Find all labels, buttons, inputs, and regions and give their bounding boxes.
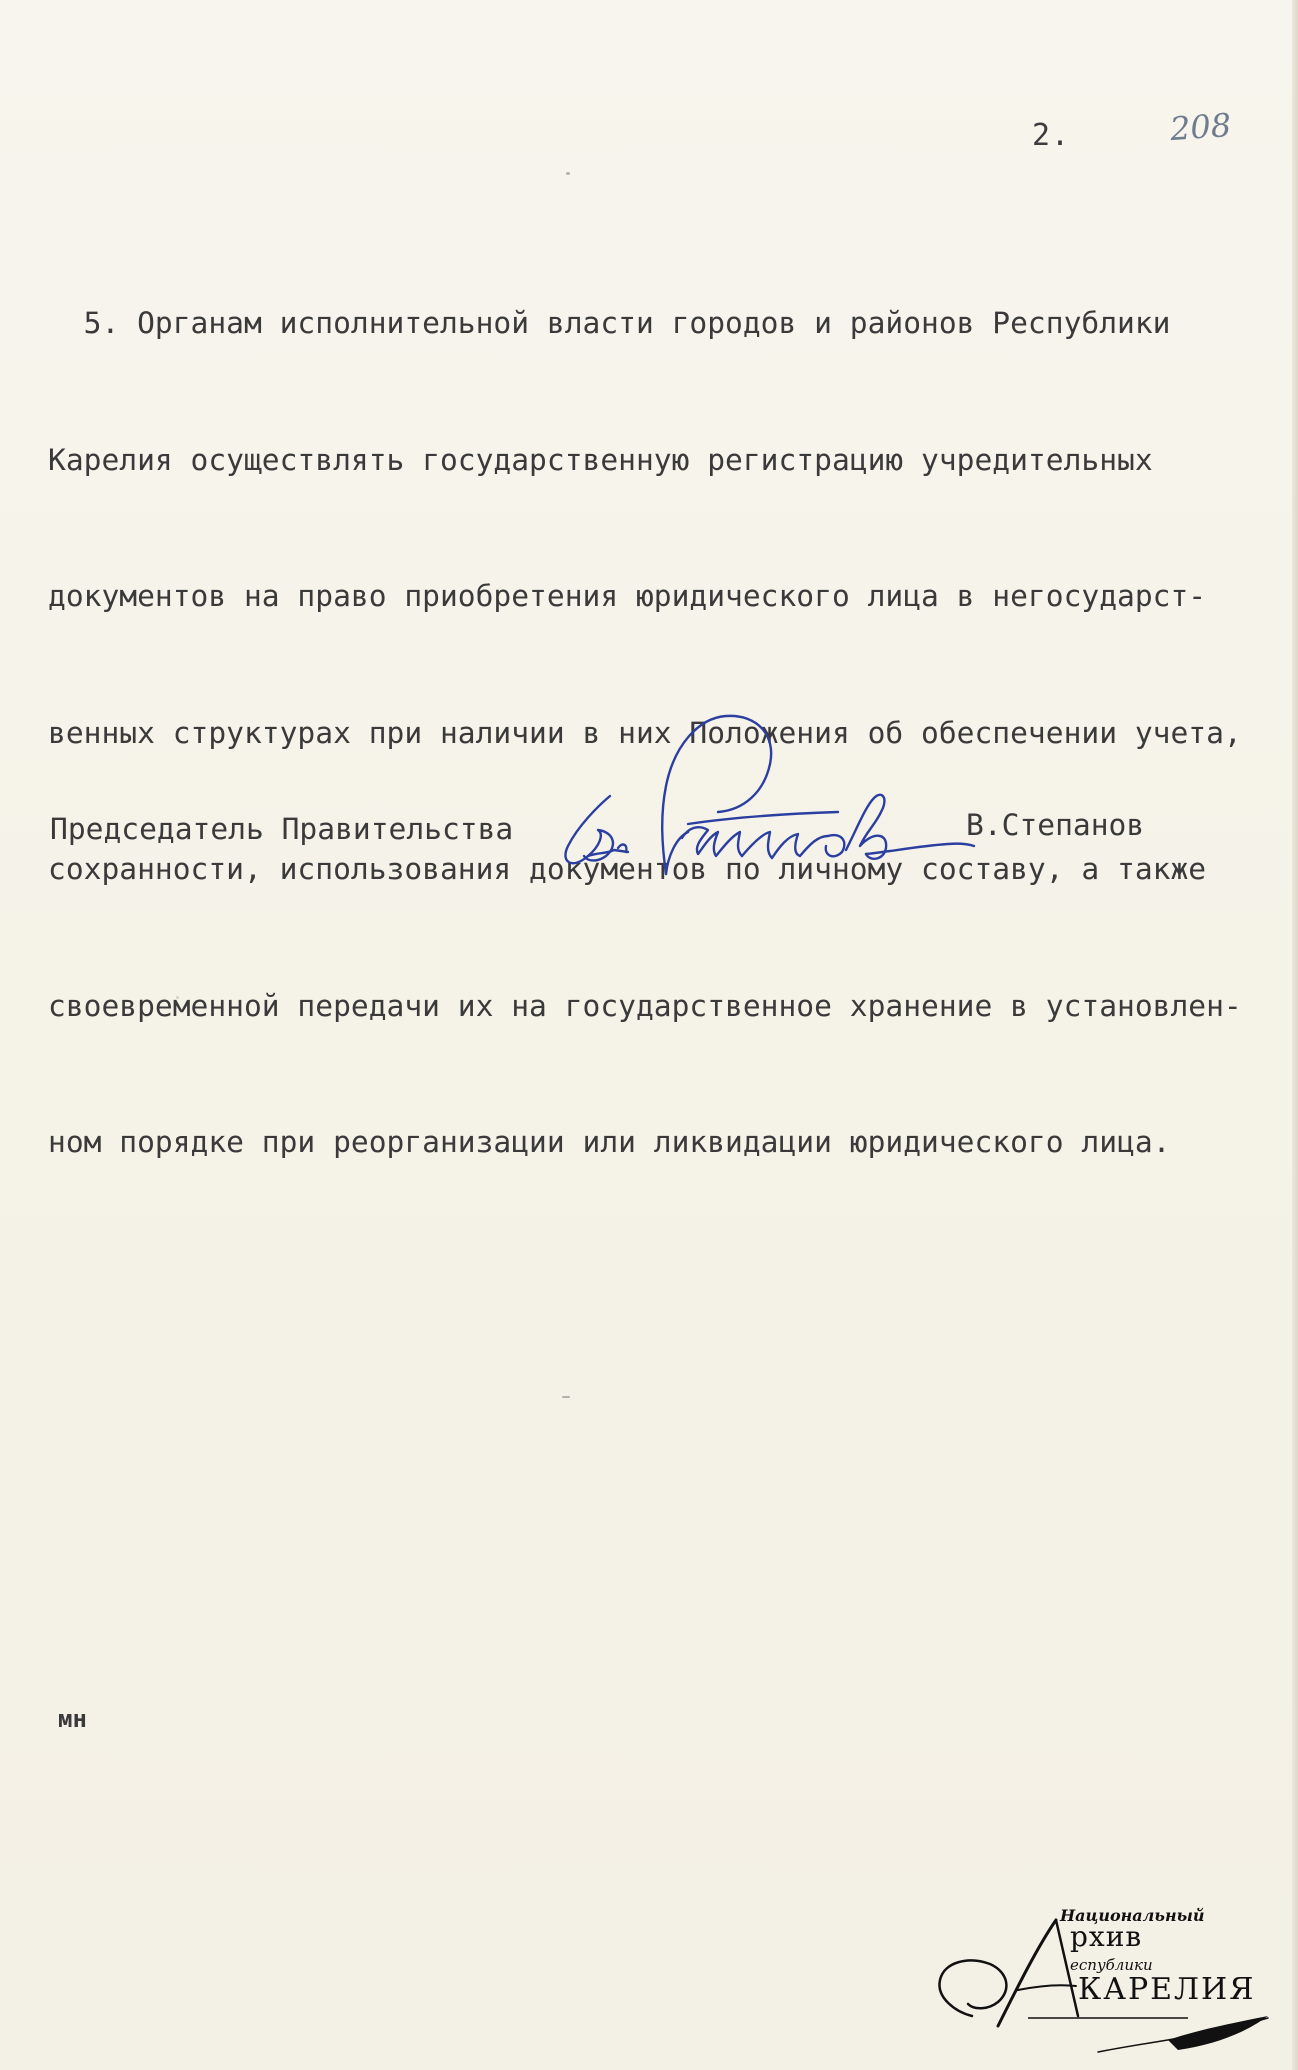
page-edge-shadow (1292, 0, 1298, 2070)
logo-archive-text: рхив (1070, 1920, 1143, 1953)
typist-initials: мн (58, 1705, 87, 1733)
paper-speck (562, 1396, 570, 1398)
logo-national-text: Национальный (1060, 1906, 1205, 1925)
national-archive-karelia-logo (928, 1906, 1278, 2056)
paragraph-line: венных структурах при наличии в них Положения об обеспечении учета, (48, 715, 1242, 750)
paragraph-line: документов на право приобретения юридического лица в негосударст- (48, 579, 1207, 613)
paragraph-line: 5. Органам исполнительной власти городов и районов Республики (48, 306, 1171, 340)
paragraph-line: ном порядке при реорганизации или ликвидации юридического лица. (48, 1125, 1171, 1159)
feather-icon (1168, 2016, 1268, 2050)
paragraph-line: своевременной передачи их на государственное хранение в установлен- (48, 988, 1242, 1023)
logo-karelia-text: КАРЕЛИЯ (1078, 1972, 1256, 2007)
paragraph-line: сохранности, использования документов по личному составу, а также (48, 852, 1207, 886)
signatory-name: В.Степанов (966, 808, 1145, 842)
paper-speck (566, 172, 570, 175)
logo-republic-text: еспублики (1070, 1956, 1153, 1974)
signatory-title: Председатель Правительства (50, 812, 514, 846)
archive-sheet-number: 208 (1168, 105, 1233, 149)
page-number: 2. (1032, 118, 1071, 153)
handwritten-signature (548, 706, 978, 886)
paragraph-line: Карелия осуществлять государственную регистрацию учредительных (48, 442, 1153, 477)
